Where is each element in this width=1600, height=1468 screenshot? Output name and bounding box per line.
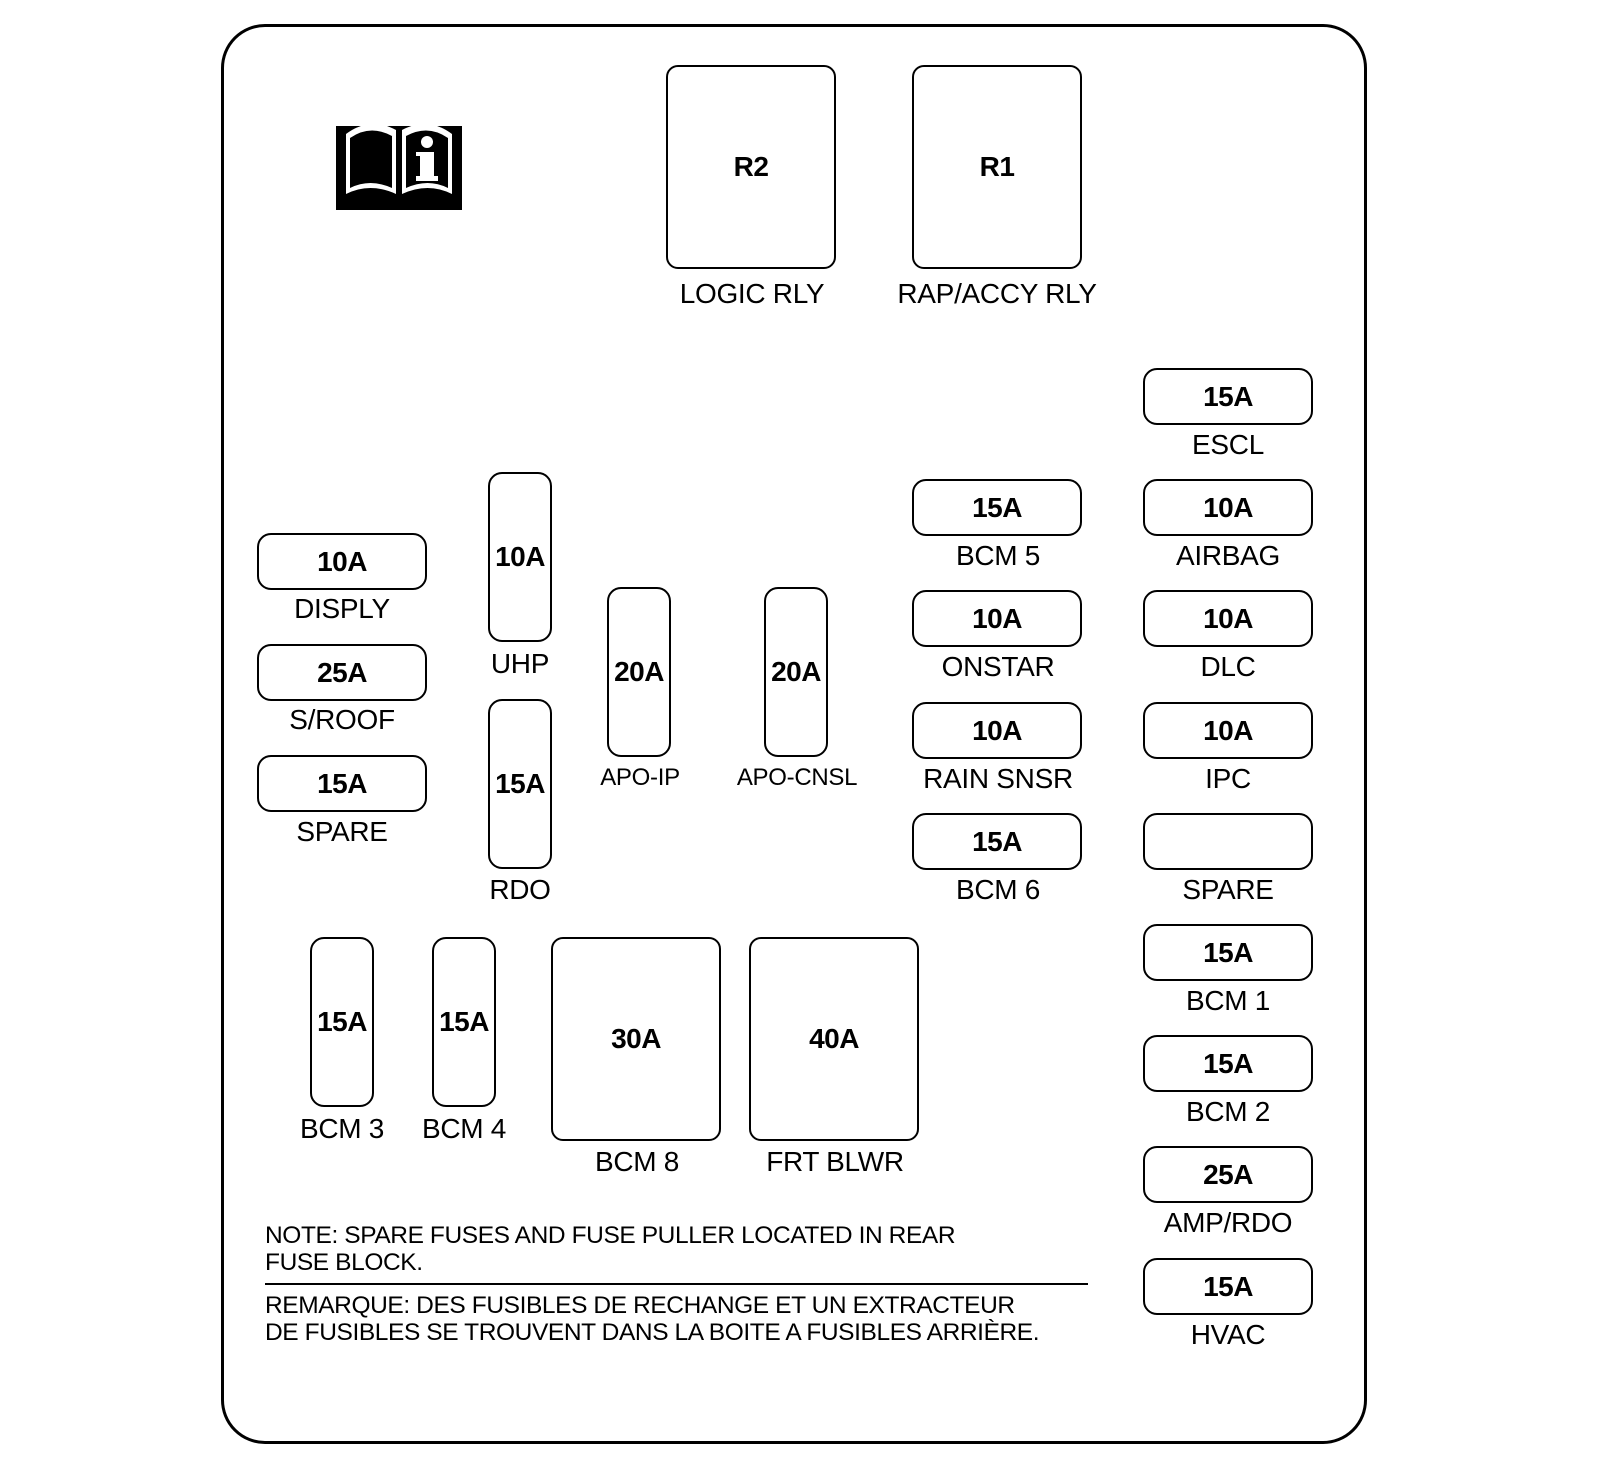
fuse-rating: 15A	[1203, 1270, 1253, 1302]
fuse-rating: 30A	[611, 1023, 661, 1054]
fuse-display	[257, 533, 427, 590]
fuse-label-spare-right: SPARE	[1182, 874, 1274, 905]
fuse-label-bcm2: BCM 2	[1185, 1096, 1271, 1127]
fuse-apo-ip	[607, 587, 671, 757]
fuse-label-bcm3: BCM 3	[299, 1113, 385, 1144]
fuse-rating: 15A	[972, 825, 1022, 857]
fuse-rating: 10A	[1203, 714, 1253, 746]
maxi-fuse-bcm8	[551, 937, 721, 1141]
maxi-fuse-frt-blwr	[749, 937, 919, 1141]
fuse-label-dlc: DLC	[1200, 651, 1256, 682]
fuse-label-display: DISPLY	[294, 593, 390, 624]
fuse-rating: 15A	[317, 1006, 367, 1037]
fuse-label-bcm8: BCM 8	[594, 1146, 680, 1177]
fuse-dlc	[1143, 590, 1313, 647]
fuse-label-uhp: UHP	[490, 648, 550, 679]
fuse-rating: 15A	[1203, 1047, 1253, 1079]
fuse-label-rdo: RDO	[489, 874, 551, 905]
fuse-rating: 15A	[495, 768, 545, 799]
owner-manual-info-icon	[336, 114, 462, 210]
fuse-spare-right	[1143, 813, 1313, 870]
fuse-label-onstar: ONSTAR	[941, 651, 1055, 682]
fuse-rating: 15A	[317, 767, 367, 799]
fuse-bcm2	[1143, 1035, 1313, 1092]
fuse-escl	[1143, 368, 1313, 425]
fuse-hvac	[1143, 1258, 1313, 1315]
relay-label-rap-accy: RAP/ACCY RLY	[897, 278, 1097, 309]
fuse-label-bcm6: BCM 6	[955, 874, 1041, 905]
fuse-label-hvac: HVAC	[1190, 1319, 1266, 1350]
fuse-label-bcm1: BCM 1	[1185, 985, 1271, 1016]
fuse-amp-rdo	[1143, 1146, 1313, 1203]
fuse-rating: 10A	[1203, 602, 1253, 634]
fuse-label-bcm5: BCM 5	[955, 540, 1041, 571]
fuse-airbag	[1143, 479, 1313, 536]
fuse-label-apo-ip: APO-IP	[600, 764, 680, 791]
fuse-spare-left	[257, 755, 427, 812]
fuse-bcm1	[1143, 924, 1313, 981]
note-french: REMARQUE: DES FUSIBLES DE RECHANGE ET UN EXTRACTEUR DE FUSIBLES SE TROUVENT DANS LA BOITE A FUSIBLES ARRIÈRE.	[265, 1292, 1040, 1346]
relay-r2	[666, 65, 836, 269]
fuse-rdo	[488, 699, 552, 869]
relay-code: R2	[733, 151, 769, 182]
fuse-onstar	[912, 590, 1082, 647]
note-divider	[265, 1283, 1088, 1285]
fuse-rating: 15A	[439, 1006, 489, 1037]
relay-code: R1	[979, 151, 1015, 182]
fuse-label-bcm4: BCM 4	[421, 1113, 507, 1144]
fuse-rating: 20A	[614, 656, 664, 687]
fuse-rating: 20A	[771, 656, 821, 687]
fuse-label-rain-snsr: RAIN SNSR	[923, 763, 1073, 794]
fuse-bcm6	[912, 813, 1082, 870]
fuse-rating: 15A	[972, 491, 1022, 523]
fuse-rain-snsr	[912, 702, 1082, 759]
fuse-rating: 10A	[317, 545, 367, 577]
fuse-rating: 10A	[972, 602, 1022, 634]
fuse-rating: 40A	[809, 1023, 859, 1054]
fuse-rating: 15A	[1203, 936, 1253, 968]
fuse-label-apo-cnsl: APO-CNSL	[736, 764, 858, 791]
fuse-rating: 15A	[1203, 380, 1253, 412]
fuse-rating: 10A	[495, 541, 545, 572]
fuse-bcm5	[912, 479, 1082, 536]
fuse-label-ipc: IPC	[1205, 763, 1251, 794]
fuse-rating: 10A	[972, 714, 1022, 746]
fuse-uhp	[488, 472, 552, 642]
fuse-ipc	[1143, 702, 1313, 759]
fuse-bcm3	[310, 937, 374, 1107]
fuse-label-sroof: S/ROOF	[289, 704, 395, 735]
fuse-label-amp-rdo: AMP/RDO	[1163, 1207, 1293, 1238]
fuse-bcm4	[432, 937, 496, 1107]
fuse-rating: 10A	[1203, 491, 1253, 523]
fuse-apo-cnsl	[764, 587, 828, 757]
fuse-label-escl: ESCL	[1192, 429, 1264, 460]
fuse-rating: 25A	[1203, 1158, 1253, 1190]
fuse-label-airbag: AIRBAG	[1175, 540, 1281, 571]
relay-r1	[912, 65, 1082, 269]
fuse-label-frt-blwr: FRT BLWR	[766, 1146, 904, 1177]
relay-label-logic: LOGIC RLY	[679, 278, 825, 309]
fuse-sroof	[257, 644, 427, 701]
fuse-label-spare-left: SPARE	[296, 816, 388, 847]
note-english: NOTE: SPARE FUSES AND FUSE PULLER LOCATED IN REAR FUSE BLOCK.	[265, 1222, 956, 1276]
fuse-rating: 25A	[317, 656, 367, 688]
